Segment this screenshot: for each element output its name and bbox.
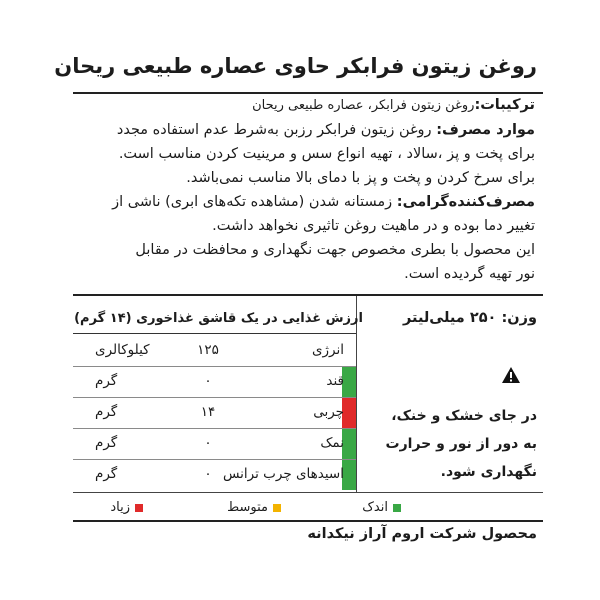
level-bar [342, 367, 356, 397]
nutrition-row-energy [73, 336, 356, 366]
legend-item-low [362, 500, 401, 515]
legend-item-medium [227, 500, 281, 515]
nutrient-name: اسیدهای چرب ترانس [222, 466, 344, 482]
nutrient-value: ۰ [204, 466, 212, 482]
level-legend [73, 500, 543, 518]
nutrient-value: ۰ [204, 435, 212, 451]
consumer-line-4: نور تهیه گردیده است. [404, 266, 535, 282]
nutrient-name: چربی [313, 404, 344, 420]
level-bar [342, 336, 356, 366]
nutrient-name: نمک [320, 435, 344, 451]
legend-item-high [110, 500, 143, 515]
legend-swatch-medium [273, 504, 281, 512]
nutrition-row-trans-fat [73, 460, 356, 490]
ingredients-text: روغن زیتون فرابکر، عصاره طبیعی ریحان [252, 98, 475, 113]
nutrition-header: ارزش غذایی در یک قاشق غذاخوری (۱۴ گرم) [74, 311, 363, 326]
storage-line-2: به دور از نور و حرارت [385, 436, 537, 452]
consumer-line-2: تغییر دما بوده و در ماهیت روغن تاثیری نخواهد داشت. [212, 218, 535, 234]
legend-swatch-high [135, 504, 143, 512]
consumer-line-3: این محصول با بطری مخصوص جهت نگهداری و محافظت در مقابل [135, 242, 535, 258]
nutrient-value: ۱۲۵ [197, 342, 219, 358]
footer-divider [73, 520, 543, 522]
consumer-text-1: زمستانه شدن (مشاهده تکه‌های ابری) ناشی از [112, 194, 393, 210]
ingredients-label: ترکیبات: [474, 97, 535, 113]
nutrient-unit: گرم [95, 373, 118, 389]
nutrition-row-salt [73, 429, 356, 459]
product-description [87, 93, 535, 286]
storage-line-3: نگهداری شود. [440, 464, 537, 480]
net-weight: وزن: ۲۵۰ میلی‌لیتر [403, 310, 537, 326]
nutrient-unit: گرم [95, 404, 118, 420]
usage-line-3: برای سرخ کردن و پخت و پز با دمای بالا مناسب نمی‌باشد. [186, 170, 535, 186]
nutrient-unit: گرم [95, 435, 118, 451]
usage-line-1 [87, 118, 535, 142]
nutrition-row-fat [73, 398, 356, 428]
consumer-line-1 [87, 190, 535, 214]
legend-label-low: اندک [362, 500, 388, 515]
storage-line-1: در جای خشک و خنک، [391, 408, 537, 424]
consumer-label: مصرف‌کننده‌گرامی: [396, 194, 535, 210]
legend-label-high: زیاد [110, 500, 130, 515]
legend-swatch-low [393, 504, 401, 512]
nutrition-row-sugar [73, 367, 356, 397]
usage-text-1: روغن زیتون فرابکر رزبن به‌شرط عدم استفاده مجدد [116, 122, 432, 138]
nutrient-value: ۱۴ [200, 404, 216, 420]
info-divider [73, 294, 543, 296]
nutrient-name: انرژی [311, 342, 344, 358]
table-header-line [73, 333, 356, 334]
warning-triangle-icon [501, 366, 521, 388]
level-bar [342, 429, 356, 459]
nutrient-unit: گرم [95, 466, 118, 482]
nutrient-unit: کیلوکالری [95, 342, 150, 358]
nutrient-value: ۰ [204, 373, 212, 389]
product-title: روغن زیتون فرابکر حاوی عصاره طبیعی ریحان [54, 54, 537, 78]
usage-line-2: برای پخت و پز ،سالاد ، تهیه انواع سس و مرینیت کردن مناسب است. [118, 146, 535, 162]
nutrient-name: قند [326, 373, 344, 389]
level-bar [342, 398, 356, 428]
company-name: محصول شرکت اروم آراز نیکدانه [307, 526, 537, 542]
product-label-card [54, 36, 543, 556]
level-bar [342, 460, 356, 490]
storage-instructions [377, 402, 537, 486]
legend-label-medium: متوسط [227, 500, 268, 515]
usage-label: موارد مصرف: [436, 122, 535, 138]
legend-divider [73, 492, 543, 493]
ingredients-line [87, 93, 535, 118]
